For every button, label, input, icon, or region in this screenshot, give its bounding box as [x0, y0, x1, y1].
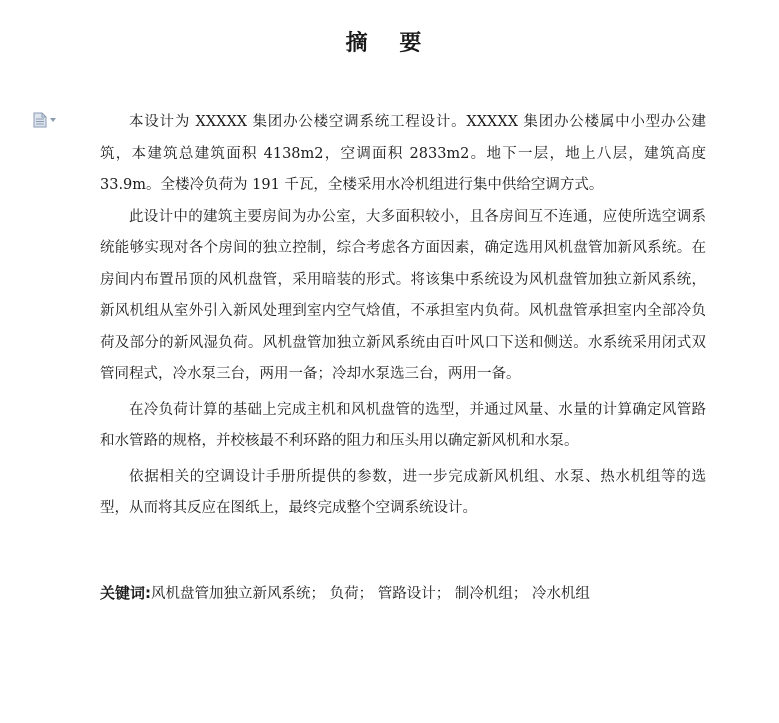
- paragraph-1: 本设计为 XXXXX 集团办公楼空调系统工程设计。XXXXX 集团办公楼属中小型办公建筑，本建筑总建筑面积 4138m2，空调面积 2833m2。地下一层，地上八层，建筑高度 33.9m。全楼冷负荷为 191 千瓦，全楼采用水冷机组进行集中供给空调方式。: [100, 114, 706, 193]
- paste-options-button[interactable]: [33, 112, 59, 128]
- caret-down-icon: [50, 118, 56, 122]
- paragraph-2: 此设计中的建筑主要房间为办公室，大多面积较小，且各房间互不连通，应使所选空调系统能够实现对各个房间的独立控制，综合考虑各方面因素，确定选用风机盘管加新风系统。在房间内布置吊顶的风机盘管，采用暗装的形式。将该集中系统设为风机盘管加独立新风系统，新风机组从室外引入新风处理到室内空气焓值，不承担室内负荷。风机盘管承担室内全部冷负荷及部分的新风湿负荷。风机盘管加独立新风系统由百叶风口下送和侧送。水系统采用闭式双管同程式，冷水泵三台，两用一备；冷却水泵选三台，两用一备。: [100, 208, 706, 382]
- abstract-body: [100, 107, 706, 525]
- keywords-text: 风机盘管加独立新风系统； 负荷； 管路设计； 制冷机组； 冷水机组: [151, 586, 590, 602]
- keywords-line: [100, 580, 720, 607]
- keywords-label: 关键词:: [100, 584, 151, 602]
- document-icon: [33, 112, 47, 128]
- page-title: 摘 要: [345, 31, 434, 56]
- paragraph-3: 在冷负荷计算的基础上完成主机和风机盘管的选型，并通过风量、水量的计算确定风管路和水管路的规格，并校核最不利环路的阻力和压头用以确定新风机和水泵。: [100, 401, 706, 449]
- paragraph-4: 依据相关的空调设计手册所提供的参数，进一步完成新风机组、水泵、热水机组等的选型，从而将其反应在图纸上，最终完成整个空调系统设计。: [100, 468, 706, 516]
